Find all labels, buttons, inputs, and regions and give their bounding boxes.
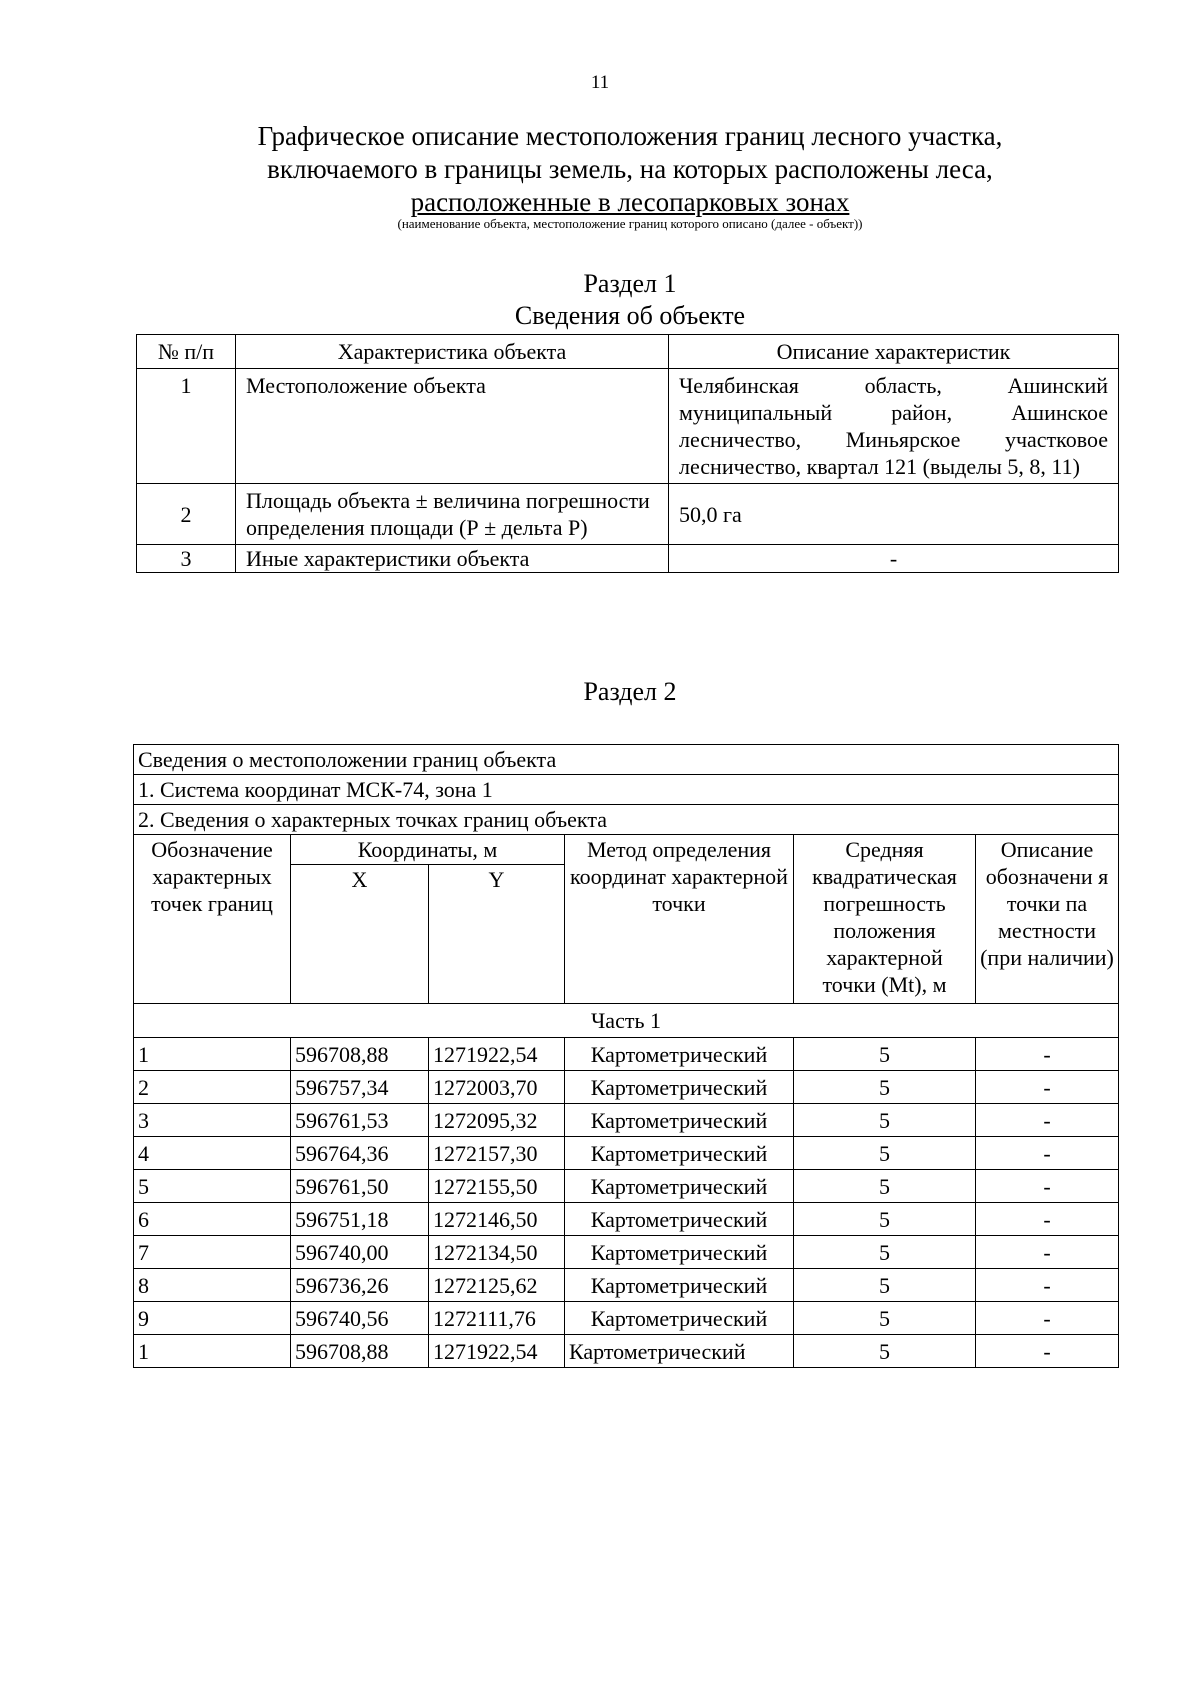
header-description: Описание характеристик [669,335,1119,369]
point-id: 3 [134,1104,291,1137]
error: 5 [794,1137,976,1170]
header-method: Метод определения координат характерной точки [565,835,794,1004]
error: 5 [794,1170,976,1203]
row-description: - [669,545,1119,573]
table-row [134,1236,1119,1269]
header-error: Средняя квадратическая погрешность положения характерной точки (Mt), м [794,835,976,1004]
coord-y: 1272157,30 [429,1137,565,1170]
boundary-points-table [133,744,1119,1368]
row-number: 2 [137,484,236,545]
coord-x: 596740,56 [291,1302,429,1335]
point-description: - [976,1335,1119,1368]
section2-heading: Раздел 2 [583,677,677,706]
title-line-3: расположенные в лесопарковых зонах [410,187,850,217]
coord-x: 596708,88 [291,1038,429,1071]
table-row [137,484,1119,545]
table-row [134,1335,1119,1368]
point-id: 7 [134,1236,291,1269]
method: Картометрический [565,1071,794,1104]
coord-y: 1271922,54 [429,1335,565,1368]
point-description: - [976,1137,1119,1170]
point-id: 2 [134,1071,291,1104]
point-description: - [976,1038,1119,1071]
coord-y: 1272125,62 [429,1269,565,1302]
row-number: 1 [137,369,236,484]
point-description: - [976,1302,1119,1335]
point-description: - [976,1071,1119,1104]
table-row [134,1071,1119,1104]
coord-x: 596736,26 [291,1269,429,1302]
header-y: Y [429,865,565,1004]
point-description: - [976,1104,1119,1137]
coord-x: 596751,18 [291,1203,429,1236]
method: Картометрический [565,1038,794,1071]
header-designation: Обозначение характерных точек границ [134,835,291,1004]
coord-y: 1272146,50 [429,1203,565,1236]
table-header-row [134,835,1119,865]
error: 5 [794,1071,976,1104]
method: Картометрический [565,1335,794,1368]
point-description: - [976,1269,1119,1302]
header-characteristic: Характеристика объекта [236,335,669,369]
point-id: 8 [134,1269,291,1302]
header-number: № п/п [137,335,236,369]
caption-points: 2. Сведения о характерных точках границ объекта [134,805,1119,835]
point-description: - [976,1203,1119,1236]
section1-heading: Раздел 1 [583,269,677,298]
header-point-description: Описание обозначени я точки па местности (при наличии) [976,835,1119,1004]
point-id: 5 [134,1170,291,1203]
row-characteristic: Местоположение объекта [236,369,669,484]
point-id: 4 [134,1137,291,1170]
error: 5 [794,1302,976,1335]
coord-x: 596761,50 [291,1170,429,1203]
method: Картометрический [565,1203,794,1236]
table-header-row [137,335,1119,369]
error: 5 [794,1203,976,1236]
title-line-2: включаемого в границы земель, на которых расположены леса, [267,154,993,184]
coord-y: 1271922,54 [429,1038,565,1071]
caption-boundaries: Сведения о местоположении границ объекта [134,745,1119,775]
point-id: 6 [134,1203,291,1236]
error: 5 [794,1335,976,1368]
object-info-table [136,334,1119,573]
part-label: Часть 1 [134,1004,1119,1038]
table-row [137,369,1119,484]
point-description: - [976,1236,1119,1269]
row-characteristic: Площадь объекта ± величина погрешности определения площади (Р ± дельта Р) [236,484,669,545]
table-row [134,1137,1119,1170]
coord-x: 596740,00 [291,1236,429,1269]
method: Картометрический [565,1269,794,1302]
error: 5 [794,1236,976,1269]
table-row [134,1170,1119,1203]
coord-x: 596764,36 [291,1137,429,1170]
coord-x: 596757,34 [291,1071,429,1104]
coord-x: 596761,53 [291,1104,429,1137]
point-description: - [976,1170,1119,1203]
table-row [137,545,1119,573]
coord-y: 1272003,70 [429,1071,565,1104]
method: Картометрический [565,1302,794,1335]
table-row [134,1104,1119,1137]
point-id: 1 [134,1335,291,1368]
method: Картометрический [565,1236,794,1269]
title-line-1: Графическое описание местоположения границ лесного участка, [257,121,1003,151]
table-row [134,1203,1119,1236]
point-id: 1 [134,1038,291,1071]
caption-coordinate-system: 1. Система координат МСК-74, зона 1 [134,775,1119,805]
row-number: 3 [137,545,236,573]
coord-y: 1272111,76 [429,1302,565,1335]
row-characteristic: Иные характеристики объекта [236,545,669,573]
section1-heading-block [0,268,1200,332]
page-number: 11 [590,72,610,93]
table-row [134,1038,1119,1071]
error: 5 [794,1038,976,1071]
coord-x: 596708,88 [291,1335,429,1368]
table-row [134,1302,1119,1335]
error: 5 [794,1104,976,1137]
header-coordinates: Координаты, м [291,835,565,865]
error: 5 [794,1269,976,1302]
document-title [160,120,1100,219]
header-x: X [291,865,429,1004]
method: Картометрический [565,1170,794,1203]
method: Картометрический [565,1137,794,1170]
table-row [134,1269,1119,1302]
coord-y: 1272155,50 [429,1170,565,1203]
row-description: Челябинская область, Ашинский муниципальный район, Ашинское лесничество, Миньярское участковое лесничество, квартал 121 (выделы 5, 8, 11) [669,369,1119,484]
method: Картометрический [565,1104,794,1137]
point-id: 9 [134,1302,291,1335]
title-note: (наименование объекта, местоположение границ которого описано (далее - объект)) [397,216,863,231]
row-description: 50,0 га [669,484,1119,545]
section1-subheading: Сведения об объекте [514,301,746,330]
coord-y: 1272134,50 [429,1236,565,1269]
coord-y: 1272095,32 [429,1104,565,1137]
